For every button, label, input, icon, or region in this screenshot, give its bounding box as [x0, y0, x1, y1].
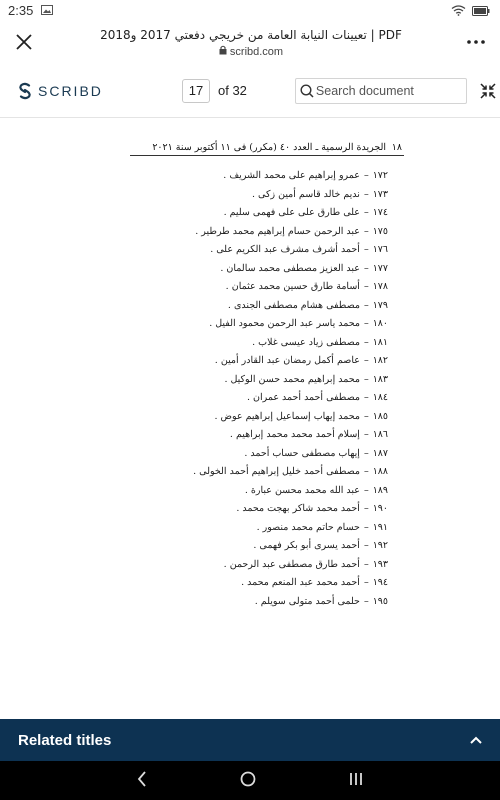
list-item-name: حسام حاتم محمد منصور .: [256, 521, 360, 533]
list-item: [160, 186, 388, 205]
list-item-name: أحمد محمد عبد المنعم محمد .: [241, 577, 360, 588]
list-item-name: محمد إبراهيم محمد حسن الوكيل .: [224, 373, 360, 385]
browser-toolbar: [0, 20, 500, 64]
list-item-number: ١٨١: [372, 336, 388, 348]
system-navigation-bar: [0, 761, 500, 800]
document-page-number: ١٨: [391, 142, 402, 153]
list-item-name: مصطفى أحمد خليل إبراهيم أحمد الخولى .: [193, 466, 360, 477]
chevron-up-icon: [470, 736, 482, 744]
list-item-separator: –: [363, 299, 369, 311]
list-item-name: عمرو إبراهيم على محمد الشريف .: [223, 170, 360, 181]
list-item: [160, 334, 388, 353]
lock-icon: [219, 45, 227, 58]
list-item-number: ١٧٧: [372, 262, 388, 274]
search-icon: [300, 84, 314, 98]
list-item-name: محمد ياسر عبد الرحمن محمود الفيل .: [209, 318, 360, 329]
search-placeholder: Search document: [315, 83, 414, 98]
page-count: of 32: [218, 83, 247, 98]
list-item-separator: –: [363, 503, 369, 514]
appointee-list: [160, 167, 388, 611]
home-icon: [240, 771, 256, 787]
status-time: 2:35: [8, 2, 34, 18]
browser-menu-button[interactable]: [456, 20, 496, 64]
list-item-separator: –: [363, 429, 369, 440]
list-item: [160, 537, 388, 556]
list-item-number: ١٨٨: [372, 466, 388, 477]
list-item-number: ١٩٣: [372, 558, 388, 570]
wifi-icon: [451, 1, 466, 20]
document-viewer[interactable]: [0, 118, 500, 719]
list-item-name: إيهاب مصطفى حساب أحمد .: [244, 447, 360, 459]
list-item-separator: –: [363, 392, 369, 403]
list-item-name: محمد إيهاب إسماعيل إبراهيم عوض .: [214, 410, 360, 422]
list-item-name: أحمد أشرف مشرف عبد الكريم على .: [210, 244, 360, 255]
page-navigator: [182, 79, 247, 103]
list-item-number: ١٧٢: [372, 170, 388, 181]
list-item-number: ١٩٤: [372, 577, 388, 588]
list-item: [160, 408, 388, 427]
recents-button[interactable]: [349, 771, 363, 790]
list-item: [160, 315, 388, 334]
recents-icon: [349, 772, 363, 786]
list-item: [160, 445, 388, 464]
list-item: [160, 278, 388, 297]
list-item-number: ١٧٣: [372, 188, 388, 200]
list-item-number: ١٩١: [372, 521, 388, 533]
list-item: [160, 260, 388, 279]
list-item-number: ١٨٠: [372, 318, 388, 329]
list-item: [160, 241, 388, 260]
close-tab-button[interactable]: [2, 20, 46, 64]
list-item: [160, 574, 388, 593]
list-item-number: ١٧٨: [372, 281, 388, 292]
list-item-number: ١٨٣: [372, 373, 388, 385]
list-item: [160, 463, 388, 482]
related-titles-bar[interactable]: [0, 719, 500, 761]
back-icon: [137, 771, 147, 787]
list-item-separator: –: [363, 577, 369, 588]
list-item-name: أسامة طارق حسين محمد عثمان .: [225, 281, 360, 292]
list-item-number: ١٧٥: [372, 225, 388, 237]
list-item-separator: –: [363, 410, 369, 422]
list-item-name: أحمد يسرى أبو بكر فهمى .: [253, 540, 360, 551]
document-header-text: الجريدة الرسمية ـ العدد ٤٠ (مكرر) فى ١١ أكتوبر سنة ٢٠٢١: [152, 142, 386, 153]
page-number-input[interactable]: 17: [182, 79, 210, 103]
list-item-number: ١٧٩: [372, 299, 388, 311]
list-item-separator: –: [363, 244, 369, 255]
list-item: [160, 556, 388, 575]
list-item-number: ١٧٤: [372, 207, 388, 218]
list-item-number: ١٩٠: [372, 503, 388, 514]
scribd-logo[interactable]: [18, 82, 138, 100]
url-display[interactable]: [46, 26, 456, 58]
list-item-separator: –: [363, 262, 369, 274]
list-item-separator: –: [363, 281, 369, 292]
search-document-input[interactable]: [295, 78, 467, 104]
list-item-separator: –: [363, 484, 369, 496]
list-item: [160, 223, 388, 242]
list-item-separator: –: [363, 466, 369, 477]
list-item-name: حلمى أحمد متولى سويلم .: [254, 595, 360, 607]
list-item: [160, 352, 388, 371]
list-item-number: ١٨٥: [372, 410, 388, 422]
list-item: [160, 500, 388, 519]
list-item-name: أحمد طارق مصطفى عبد الرحمن .: [223, 558, 360, 570]
scribd-logo-icon: [18, 82, 32, 100]
list-item-name: مصطفى هشام مصطفى الجندى .: [227, 299, 360, 311]
list-item-separator: –: [363, 447, 369, 459]
list-item-number: ١٨٤: [372, 392, 388, 403]
list-item-name: أحمد محمد شاكر بهجت محمد .: [236, 503, 360, 514]
gallery-notification-icon: [41, 3, 53, 18]
list-item: [160, 371, 388, 390]
list-item-number: ١٨٧: [372, 447, 388, 459]
list-item-separator: –: [363, 336, 369, 348]
list-item-separator: –: [363, 170, 369, 181]
back-button[interactable]: [137, 771, 147, 791]
list-item-number: ١٨٩: [372, 484, 388, 496]
status-bar: [0, 0, 500, 20]
list-item-name: عبد الرحمن حسام إبراهيم محمد طرطير .: [195, 225, 360, 237]
list-item-name: مصطفى أحمد أحمد عمران .: [246, 392, 360, 403]
list-item: [160, 167, 388, 186]
list-item-name: إسلام أحمد محمد محمد إبراهيم .: [229, 429, 360, 440]
list-item-name: على طارق على على فهمى سليم .: [223, 207, 360, 218]
home-button[interactable]: [240, 771, 256, 791]
list-item: [160, 204, 388, 223]
scribd-logo-text: SCRIBD: [38, 82, 103, 99]
list-item-separator: –: [363, 355, 369, 366]
close-icon: [16, 34, 32, 50]
list-item: [160, 426, 388, 445]
list-item-number: ١٩٢: [372, 540, 388, 551]
list-item-name: عاصم أكمل رمضان عبد القادر أمين .: [214, 355, 360, 366]
battery-icon: [472, 1, 490, 20]
page-domain: scribd.com: [229, 45, 284, 58]
header-divider: [130, 155, 404, 156]
list-item-number: ١٨٦: [372, 429, 388, 440]
list-item-separator: –: [363, 540, 369, 551]
list-item-separator: –: [363, 558, 369, 570]
list-item-separator: –: [363, 595, 369, 607]
list-item-separator: –: [363, 207, 369, 218]
list-item-separator: –: [363, 318, 369, 329]
list-item: [160, 519, 388, 538]
page-title: تعيينات النيابة العامة من خريجي دفعتي 2017 و2018 | PDF: [100, 28, 402, 42]
list-item-separator: –: [363, 521, 369, 533]
list-item-separator: –: [363, 188, 369, 200]
list-item-name: عبد الله محمد محسن عبارة .: [244, 484, 360, 496]
list-item-name: نديم خالد قاسم أمين زكى .: [252, 188, 360, 200]
list-item-number: ١٨٢: [372, 355, 388, 366]
document-running-header: [130, 142, 402, 156]
list-item-name: عبد العزيز مصطفى محمد سالمان .: [220, 262, 360, 274]
list-item-number: ١٩٥: [372, 595, 388, 607]
list-item-name: مصطفى زياد عيسى غلاب .: [252, 336, 360, 348]
list-item-separator: –: [363, 225, 369, 237]
list-item: [160, 389, 388, 408]
list-item: [160, 482, 388, 501]
collapse-icon: [480, 83, 496, 99]
list-item-separator: –: [363, 373, 369, 385]
list-item-number: ١٧٦: [372, 244, 388, 255]
list-item: [160, 593, 388, 612]
more-icon: [467, 40, 485, 44]
list-item: [160, 297, 388, 316]
related-titles-label: Related titles: [18, 731, 112, 749]
collapse-fullscreen-button[interactable]: [479, 82, 497, 100]
scribd-header: [0, 64, 500, 118]
